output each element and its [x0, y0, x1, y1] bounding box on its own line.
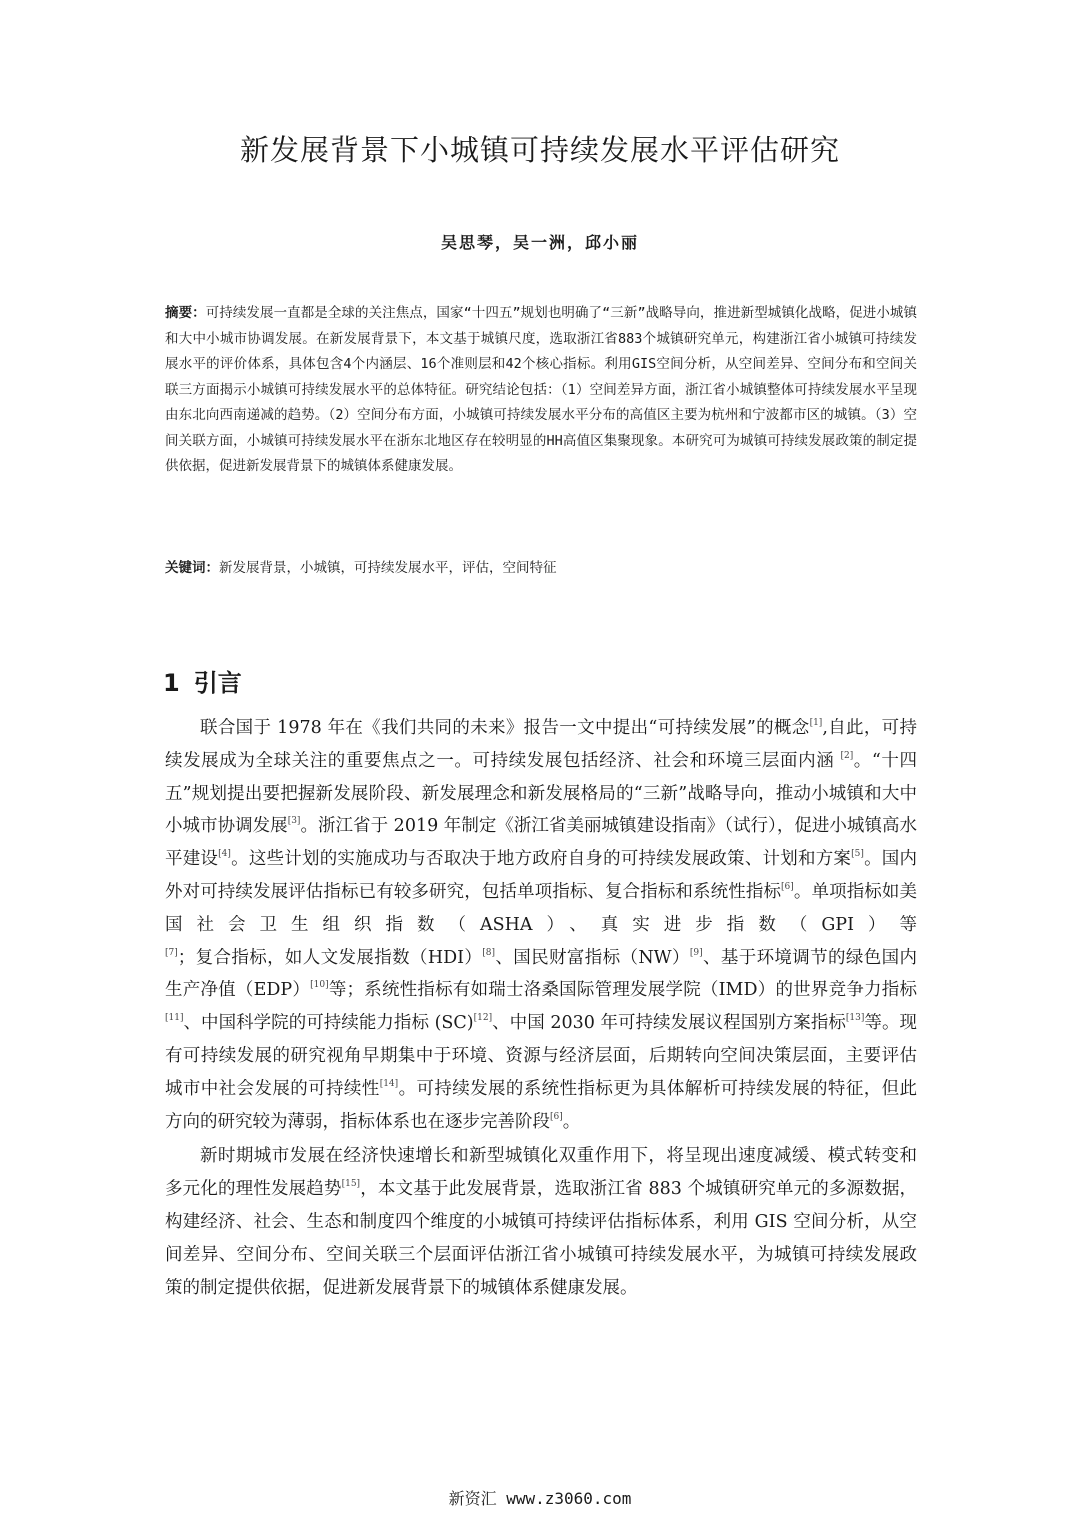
citation-ref: [15] — [341, 1179, 361, 1190]
text-run: 。可持续发展的系统性指标更为具体解析可持续发展的特征，但此方向的研究较为薄弱，指标体系也在逐步完善阶段 — [165, 1078, 917, 1132]
citation-ref: [7] — [165, 947, 178, 958]
text-run: ，本文基于此发展背景，选取浙江省 883 个城镇研究单元的多源数据，构建经济、社会、生态和制度四个维度的小城镇可持续评估指标体系，利用 GIS 空间分析，从空间差异、空间分布、空间关联三个层面评估浙江省小城镇可持续发展水平，为城镇可持续发展政策的制定提供依据，促进新发展背景下的城镇体系健康发展。 — [165, 1179, 918, 1298]
text-run: 。浙江省于 2019 年制定《浙江省美丽城镇建设指南》（试行），促进小城镇高水平建设 — [165, 816, 917, 870]
keywords-label: 关键词： — [165, 560, 219, 576]
text-run: ,自此，可持续发展成为全球关注的重要焦点之一。可持续发展包括经济、社会和环境三层面内涵 — [165, 718, 917, 771]
citation-ref: [13] — [845, 1013, 865, 1024]
citation-ref: [5] — [851, 849, 864, 860]
body-text — [165, 712, 917, 1306]
abstract-label: 摘要： — [165, 305, 206, 321]
section-number: 1 — [163, 669, 180, 697]
citation-ref: [3] — [287, 816, 301, 827]
keywords — [165, 556, 917, 582]
citation-ref: [8] — [482, 947, 496, 958]
section-heading — [163, 663, 242, 698]
citation-ref: [1] — [809, 718, 823, 728]
author-list: 吴思琴，吴一洲，邱小丽 — [440, 233, 639, 252]
text-run: 、中国科学院的可持续能力指标 (SC) — [183, 1013, 474, 1034]
body-paragraph — [165, 712, 917, 1138]
abstract-text: 可持续发展一直都是全球的关注焦点，国家“十四五”规划也明确了“三新”战略导向，推进新型城镇化战略，促进小城镇和大中小城市协调发展。在新发展背景下，本文基于城镇尺度，选取浙江省883个城镇研究单元，构建浙江省小城镇可持续发展水平的评价体系，具体包含4个内涵层、16个准则层和42个核心指标。利用GIS空间分析，从空间差异、空间分布和空间关联三方面揭示小城镇可持续发展水平的总体特征。研究结论包括：（1）空间差异方面，浙江省小城镇整体可持续发展水平呈现由东北向西南递减的趋势。（2）空间分布方面，小城镇可持续发展水平分布的高值区主要为杭州和宁波都市区的城镇。（3）空间关联方面，小城镇可持续发展水平在浙东北地区存在较明显的HH高值区集聚现象。本研究可为城镇可持续发展政策的制定提供依据，促进新发展背景下的城镇体系健康发展。 — [165, 305, 917, 474]
citation-ref: [4] — [218, 849, 231, 860]
citation-ref: [2] — [840, 750, 854, 761]
text-run: 新时期城市发展在经济快速增长和新型城镇化双重作用下，将呈现出速度减缓、模式转变和多元化的理性发展趋势 — [165, 1146, 917, 1200]
citation-ref: [14] — [379, 1078, 399, 1089]
citation-ref: [9] — [689, 947, 703, 958]
text-run: 、中国 2030 年可持续发展议程国别方案指标 — [492, 1013, 846, 1034]
text-run: 等。现有可持续发展的研究视角早期集中于环境、资源与经济层面，后期转向空间决策层面，主要评估城市中社会发展的可持续性 — [165, 1013, 917, 1099]
text-run: 、基于环境调节的绿色国内生产净值（EDP） — [165, 947, 917, 1001]
text-run: 。单项指标如美国社会卫生组织指数（ASHA）、真实进步指数（GPI）等 — [165, 881, 918, 935]
section-title: 引言 — [193, 669, 242, 697]
abstract — [165, 301, 917, 480]
citation-ref: [6] — [781, 881, 794, 892]
citation-ref: [11] — [165, 1013, 184, 1024]
text-run: 。“十四五”规划提出要把握新发展阶段、新发展理念和新发展格局的“三新”战略导向，推动小城镇和大中小城市协调发展 — [165, 750, 918, 837]
citation-ref: [6] — [550, 1111, 563, 1122]
keywords-text: 新发展背景，小城镇，可持续发展水平，评估，空间特征 — [219, 560, 557, 576]
watermark-footer: 新资汇 www.z3060.com — [448, 1489, 632, 1508]
text-run: 、国民财富指标（NW） — [495, 947, 690, 968]
text-run: ；复合指标，如人文发展指数（HDI） — [177, 947, 483, 968]
text-run: 等；系统性指标有如瑞士洛桑国际管理发展学院（IMD）的世界竞争力指标 — [328, 980, 917, 1001]
text-run: 。 — [562, 1111, 581, 1132]
text-run: 。这些计划的实施成功与否取决于地方政府自身的可持续发展政策、计划和方案 — [230, 849, 852, 870]
citation-ref: [10] — [310, 980, 329, 991]
text-run: 联合国于 1978 年在《我们共同的未来》报告一文中提出“可持续发展”的概念 — [200, 718, 810, 738]
text-run: 。国内外对可持续发展评估指标已有较多研究，包括单项指标、复合指标和系统性指标 — [165, 849, 918, 902]
paper-title: 新发展背景下小城镇可持续发展水平评估研究 — [239, 133, 840, 167]
body-paragraph — [165, 1140, 917, 1304]
citation-ref: [12] — [473, 1013, 493, 1024]
